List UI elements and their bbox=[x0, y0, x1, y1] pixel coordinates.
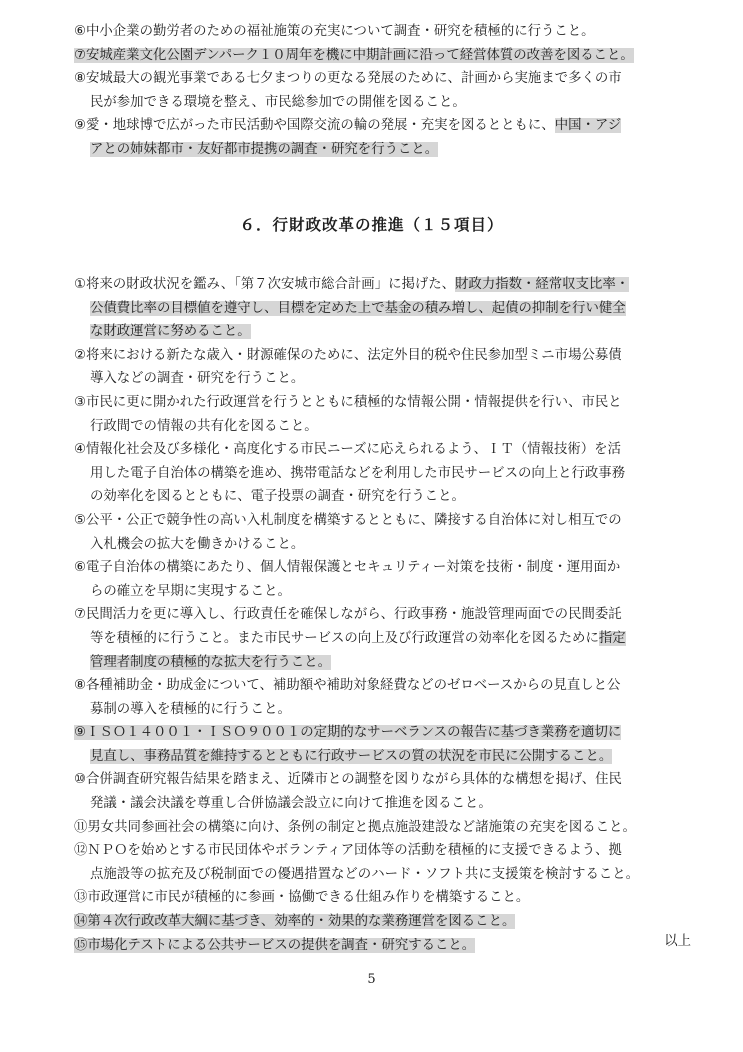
list-item bbox=[74, 438, 704, 509]
item-continuation-line bbox=[74, 485, 704, 509]
text-segment: 導入などの調査・研究を行うこと。 bbox=[90, 371, 305, 387]
item-continuation-line bbox=[74, 863, 704, 887]
list-item bbox=[74, 839, 704, 886]
highlighted-text: ⑭第４次行政改革大綱に基づき、効率的・効果的な業務運営を図ること。 bbox=[74, 914, 516, 930]
text-segment: 点施設等の拡充及び税制面での優遇措置などのハード・ソフト共に支援策を検討すること。 bbox=[90, 866, 640, 882]
list-item bbox=[74, 674, 704, 721]
list-item bbox=[74, 114, 704, 161]
text-segment: ⑪男女共同参画社会の構築に向け、条例の制定と拠点施設建設など諸施策の充実を図ること。 bbox=[74, 819, 636, 835]
list-item bbox=[74, 273, 704, 344]
text-segment: ①将来の財政状況を鑑み、「第７次安城市総合計画」に掲げた、 bbox=[74, 277, 456, 292]
item-continuation-line bbox=[74, 580, 704, 604]
text-segment: ⑩合併調査研究報告結果を踏まえ、近隣市との調整を図りながら具体的な構想を掲げ、住民 bbox=[74, 772, 622, 788]
item-line bbox=[74, 509, 704, 533]
text-segment: ②将来における新たな歳入・財源確保のために、法定外目的税や住民参加型ミニ市場公募債 bbox=[74, 347, 622, 363]
item-continuation-line bbox=[74, 138, 704, 162]
item-line bbox=[74, 934, 704, 958]
item-continuation-line bbox=[74, 792, 704, 816]
text-segment: ⑧安城最大の観光事業である七夕まつりの更なる発展のために、計画から実施まで多くの市 bbox=[74, 71, 622, 87]
highlighted-text: 見直し、事務品質を維持するとともに行政サービスの質の状況を市民に公開すること。 bbox=[90, 748, 613, 764]
text-segment: 発議・議会決議を尊重し合併協議会設立に向けて推進を図ること。 bbox=[90, 796, 492, 812]
text-segment: 入札機会の拡大を働きかけること。 bbox=[90, 536, 305, 552]
highlighted-text: 財政力指数・経常収支比率・ bbox=[455, 277, 630, 292]
text-segment: ⑤公平・公正で競争性の高い入札制度を構築するとともに、隣接する自治体に対し相互での bbox=[74, 512, 622, 528]
item-line bbox=[74, 44, 704, 68]
text-segment: ⑥中小企業の勤労者のための福祉施策の充実について調査・研究を積極的に行うこと。 bbox=[74, 24, 595, 39]
list-item bbox=[74, 603, 704, 674]
list-item bbox=[74, 721, 704, 768]
text-segment: ⑨愛・地球博で広がった市民活動や国際交流の輪の発展・充実を図るとともに、 bbox=[74, 118, 555, 134]
page-number: 5 bbox=[367, 972, 376, 987]
text-segment: の効率化を図るとともに、電子投票の調査・研究を行うこと。 bbox=[90, 489, 465, 505]
list-item bbox=[74, 344, 704, 391]
text-segment: ⑦民間活力を更に導入し、行政責任を確保しながら、行政事務・施設管理両面での民間委託 bbox=[74, 607, 622, 623]
item-line bbox=[74, 721, 704, 745]
item-line bbox=[74, 438, 704, 462]
text-segment: ③市民に更に開かれた行政運営を行うとともに積極的な情報公開・情報提供を行い、市民と bbox=[74, 394, 622, 410]
list-item bbox=[74, 934, 704, 958]
highlighted-text: アとの姉妹都市・友好都市提携の調査・研究を行うこと。 bbox=[90, 141, 439, 157]
text-segment: ⑬市政運営に市民が積極的に参画・協働できる仕組み作りを構築すること。 bbox=[74, 890, 530, 906]
highlighted-text: 管理者制度の積極的な拡大を行うこと。 bbox=[90, 654, 332, 670]
closing-mark: 以上 bbox=[664, 934, 691, 949]
item-line bbox=[74, 603, 704, 627]
list-item bbox=[74, 886, 704, 910]
item-line bbox=[74, 839, 704, 863]
list-item bbox=[74, 556, 704, 603]
item-line bbox=[74, 344, 704, 368]
text-segment: ④情報化社会及び多様化・高度化する市民ニーズに応えられるよう、ＩＴ（情報技術）を活 bbox=[74, 442, 621, 458]
list-item bbox=[74, 509, 704, 556]
list-item bbox=[74, 816, 704, 840]
text-segment: ⑥電子自治体の構築にあたり、個人情報保護とセキュリティー対策を技術・制度・運用面か bbox=[74, 560, 621, 576]
item-continuation-line bbox=[74, 415, 704, 439]
item-line bbox=[74, 273, 704, 297]
list-item bbox=[74, 910, 704, 934]
item-continuation-line bbox=[74, 745, 704, 769]
section-title: ６．行財政改革の推進（１５項目） bbox=[239, 216, 504, 234]
text-segment: 行政間での情報の共有化を図ること。 bbox=[90, 418, 318, 434]
section-item-list bbox=[74, 273, 704, 957]
item-line bbox=[74, 768, 704, 792]
item-continuation-line bbox=[74, 533, 704, 557]
text-segment: らの確立を早期に実現すること。 bbox=[90, 583, 291, 599]
text-segment: 等を積極的に行うこと。また市民サービスの向上及び行政運営の効率化を図るために bbox=[90, 630, 599, 646]
item-continuation-line bbox=[74, 367, 704, 391]
text-segment: 民が参加できる環境を整え、市民総参加での開催を図ること。 bbox=[90, 94, 466, 110]
list-item bbox=[74, 768, 704, 815]
item-line bbox=[74, 20, 704, 44]
text-segment: 募制の導入を積極的に行うこと。 bbox=[90, 701, 291, 717]
item-continuation-line bbox=[74, 627, 704, 651]
item-line bbox=[74, 114, 704, 138]
item-line bbox=[74, 816, 704, 840]
list-item bbox=[74, 391, 704, 438]
item-line bbox=[74, 674, 704, 698]
item-line bbox=[74, 556, 704, 580]
item-continuation-line bbox=[74, 698, 704, 722]
continued-item-list bbox=[74, 20, 704, 162]
item-line bbox=[74, 391, 704, 415]
item-line bbox=[74, 910, 704, 934]
list-item bbox=[74, 67, 704, 114]
highlighted-text: ⑨ＩＳＯ１４００１・ＩＳＯ９００１の定期的なサーベランスの報告に基づき業務を適切に bbox=[74, 725, 622, 741]
text-segment: ⑧各種補助金・助成金について、補助額や補助対象経費などのゼロベースからの見直しと公 bbox=[74, 678, 621, 694]
highlighted-text: ⑦安城産業文化公園デンパーク１０周年を機に中期計画に沿って経営体質の改善を図ること。 bbox=[74, 47, 634, 63]
highlighted-text: な財政運営に努めること。 bbox=[90, 324, 251, 340]
list-item bbox=[74, 44, 704, 68]
item-continuation-line bbox=[74, 651, 704, 675]
item-line bbox=[74, 67, 704, 91]
item-line bbox=[74, 886, 704, 910]
highlighted-text: 公債費比率の目標値を遵守し、目標を定めた上で基金の積み増し、起債の抑制を行い健全 bbox=[90, 300, 626, 316]
list-item bbox=[74, 20, 704, 44]
highlighted-text: 中国・アジ bbox=[554, 118, 622, 134]
item-continuation-line bbox=[74, 462, 704, 486]
highlighted-text: ⑮市場化テストによる公共サービスの提供を調査・研究すること。 bbox=[74, 937, 476, 953]
item-continuation-line bbox=[74, 320, 704, 344]
text-segment: ⑫ＮＰＯを始めとする市民団体やボランティア団体等の活動を積極的に支援できるよう、拠 bbox=[74, 843, 622, 859]
item-continuation-line bbox=[74, 91, 704, 115]
item-continuation-line bbox=[74, 297, 704, 321]
highlighted-text: 指定 bbox=[598, 630, 626, 646]
text-segment: 用した電子自治体の構築を進め、携帯電話などを利用した市民サービスの向上と行政事務 bbox=[90, 465, 626, 481]
